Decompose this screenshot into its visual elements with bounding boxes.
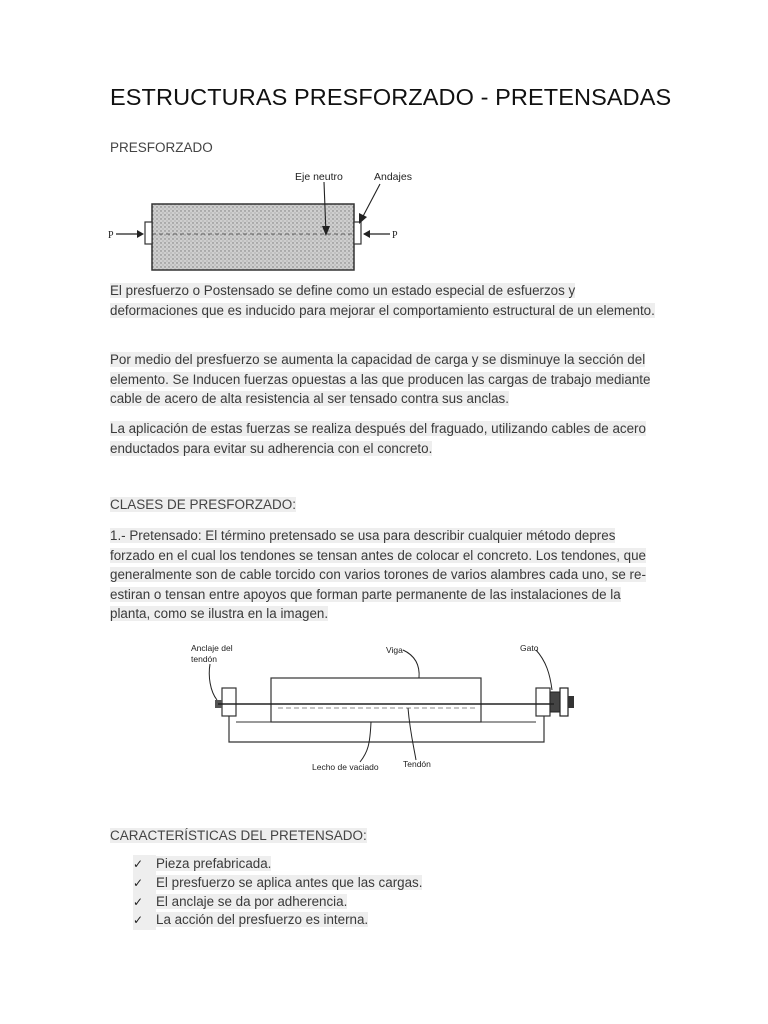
label-anclajes: Andajes xyxy=(374,171,412,183)
check-icon: ✓ xyxy=(133,874,156,893)
beam-body xyxy=(152,204,354,270)
section-heading-presforzado: PRESFORZADO xyxy=(110,140,213,155)
list-item: ✓ El presfuerzo se aplica antes que las cargas. xyxy=(133,874,422,893)
label-p-right: P xyxy=(392,230,398,241)
paragraph-definition: El presfuerzo o Postensado se define como un estado especial de esfuerzos y deformaciones que es inducido para mejorar el comportamiento estructural de un elemento. xyxy=(110,283,655,318)
label-gato: Gato xyxy=(520,643,539,653)
label-tendon: Tendón xyxy=(403,759,431,769)
label-viga: Viga xyxy=(386,645,403,655)
anchor-arrow xyxy=(359,213,367,224)
right-force-arrow xyxy=(363,230,370,238)
check-icon: ✓ xyxy=(133,893,156,912)
right-anchor-plate xyxy=(354,222,361,244)
characteristics-list xyxy=(133,855,422,930)
right-abutment xyxy=(536,688,550,716)
left-abutment xyxy=(222,688,236,716)
check-icon: ✓ xyxy=(133,855,156,874)
paragraph-application: La aplicación de estas fuerzas se realiza después del fraguado, utilizando cables de acero enductados para evitar su adherencia con el concreto. xyxy=(110,421,646,456)
page-title: ESTRUCTURAS PRESFORZADO - PRETENSADAS xyxy=(110,84,672,110)
section-heading-clases: CLASES DE PRESFORZADO: xyxy=(110,497,297,512)
check-icon: ✓ xyxy=(133,911,156,930)
left-anchor-plate xyxy=(145,222,152,244)
paragraph-pretensado: 1.- Pretensado: El término pretensado se usa para describir cualquier método depres forzado en el cual los tendones se tensan antes de colocar el concreto. Los tendones, que generalmente son de cable torcido con varios torones de varios alambres cada uno, se re-estiran o tensan entre apoyos que forman parte permanente de las instalaciones de la planta, como se ilustra en la imagen. xyxy=(110,528,646,622)
list-item: ✓ El anclaje se da por adherencia. xyxy=(133,893,422,912)
label-eje-neutro: Eje neutro xyxy=(295,171,343,183)
presforzado-diagram xyxy=(108,166,418,278)
label-p-left: P xyxy=(108,230,114,241)
list-item: ✓ Pieza prefabricada. xyxy=(133,855,422,874)
label-anclaje-1: Anclaje del xyxy=(191,643,233,653)
beam-outline xyxy=(271,678,481,722)
paragraph-capacity: Por medio del presfuerzo se aumenta la capacidad de carga y se disminuye la sección del elemento. Se Inducen fuerzas opuestas a las que producen las cargas de trabajo mediante cable de acero de alta resistencia al ser tensado contra sus anclas. xyxy=(110,352,651,407)
jack-body xyxy=(550,692,560,712)
label-anclaje-2: tendón xyxy=(191,654,217,664)
left-force-arrow xyxy=(137,230,144,238)
label-lecho: Lecho de vaciado xyxy=(312,762,379,772)
casting-bed xyxy=(229,716,544,742)
section-heading-caracteristicas: CARACTERÍSTICAS DEL PRETENSADO: xyxy=(110,828,367,843)
list-item: ✓ La acción del presfuerzo es interna. xyxy=(133,911,422,930)
pretensado-diagram xyxy=(188,636,588,784)
